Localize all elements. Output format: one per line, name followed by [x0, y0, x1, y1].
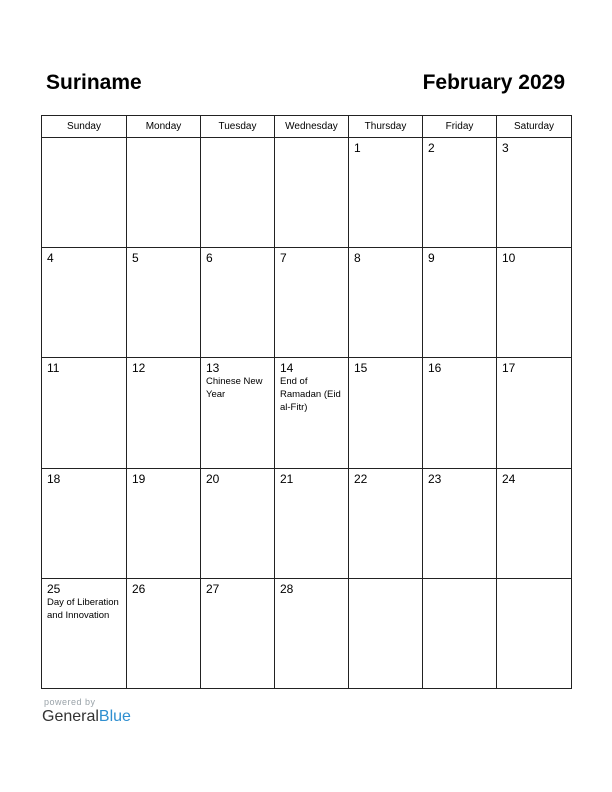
- brand-general: General: [42, 708, 99, 725]
- day-cell: [275, 358, 349, 468]
- day-number: 22: [354, 471, 368, 486]
- day-cell: [423, 248, 497, 358]
- weekday-header: Sunday: [42, 116, 127, 138]
- day-cell: [275, 138, 349, 248]
- day-cell: [497, 248, 572, 358]
- day-cell: [497, 358, 572, 468]
- weekday-header: Wednesday: [275, 116, 349, 138]
- day-cell: [349, 468, 423, 578]
- day-number: 27: [206, 581, 220, 596]
- powered-by-text: powered by: [44, 697, 96, 707]
- day-cell: [42, 138, 127, 248]
- day-cell: [127, 578, 201, 688]
- day-number: 25: [47, 581, 61, 596]
- day-cell: [127, 248, 201, 358]
- day-number: [127, 138, 200, 141]
- day-number: [275, 138, 348, 141]
- holiday-label: End of Ramadan (Eid al-Fitr): [280, 376, 341, 414]
- calendar-grid: [41, 115, 572, 689]
- day-number: 9: [428, 251, 435, 266]
- holiday-label: Chinese New Year: [206, 376, 263, 401]
- day-number: [497, 579, 571, 582]
- brand-blue: Blue: [98, 708, 131, 725]
- day-number: 16: [428, 361, 442, 376]
- day-cell: [497, 138, 572, 248]
- day-number: 5: [132, 251, 139, 266]
- day-number: 7: [280, 251, 287, 266]
- day-number: 4: [47, 251, 54, 266]
- day-cell: [201, 248, 275, 358]
- month-title: February 2029: [422, 71, 565, 94]
- day-cell: [423, 358, 497, 468]
- day-number: 23: [428, 471, 442, 486]
- day-number: 8: [354, 251, 361, 266]
- day-number: 18: [47, 471, 61, 486]
- day-cell: [127, 468, 201, 578]
- day-number: 6: [206, 251, 213, 266]
- week-row: [42, 138, 572, 248]
- day-cell: [42, 468, 127, 578]
- country-title: Suriname: [46, 71, 142, 94]
- day-cell: [275, 248, 349, 358]
- day-number: 15: [354, 361, 368, 376]
- day-number: 11: [47, 361, 60, 376]
- generalblue-logo[interactable]: [42, 708, 131, 726]
- day-number: 20: [206, 471, 220, 486]
- day-number: 28: [280, 581, 294, 596]
- day-cell: [42, 358, 127, 468]
- day-number: [201, 138, 274, 141]
- day-cell: [275, 468, 349, 578]
- day-number: 3: [502, 141, 509, 155]
- day-number: [423, 579, 496, 582]
- weekday-header-row: [42, 116, 572, 138]
- day-number: 13: [206, 361, 220, 376]
- day-number: 2: [428, 141, 435, 155]
- day-number: [42, 138, 126, 141]
- day-cell: [497, 578, 572, 688]
- day-cell: [42, 578, 127, 688]
- holiday-label: Day of Liberation and Innovation: [47, 596, 119, 621]
- day-number: [349, 579, 422, 582]
- day-number: 21: [280, 471, 294, 486]
- day-cell: [349, 358, 423, 468]
- day-cell: [201, 468, 275, 578]
- day-cell: [423, 468, 497, 578]
- weekday-header: Friday: [423, 116, 497, 138]
- day-cell: [42, 248, 127, 358]
- day-number: 14: [280, 361, 294, 376]
- day-cell: [423, 578, 497, 688]
- week-row: [42, 248, 572, 358]
- day-number: 19: [132, 471, 146, 486]
- weekday-header: Monday: [127, 116, 201, 138]
- week-row: [42, 358, 572, 468]
- day-number: 17: [502, 361, 516, 376]
- day-number: 26: [132, 581, 146, 596]
- day-cell: [349, 248, 423, 358]
- day-cell: [201, 358, 275, 468]
- day-cell: [275, 578, 349, 688]
- weekday-header: Tuesday: [201, 116, 275, 138]
- day-cell: [127, 358, 201, 468]
- day-cell: [201, 138, 275, 248]
- day-number: 12: [132, 361, 146, 376]
- day-cell: [201, 578, 275, 688]
- weekday-header: Saturday: [497, 116, 572, 138]
- day-cell: [423, 138, 497, 248]
- day-number: 1: [354, 141, 361, 155]
- day-number: 10: [502, 251, 516, 266]
- weekday-header: Thursday: [349, 116, 423, 138]
- week-row: [42, 468, 572, 578]
- day-cell: [349, 578, 423, 688]
- day-cell: [349, 138, 423, 248]
- day-cell: [127, 138, 201, 248]
- day-number: 24: [502, 471, 516, 486]
- day-cell: [497, 468, 572, 578]
- week-row: [42, 578, 572, 688]
